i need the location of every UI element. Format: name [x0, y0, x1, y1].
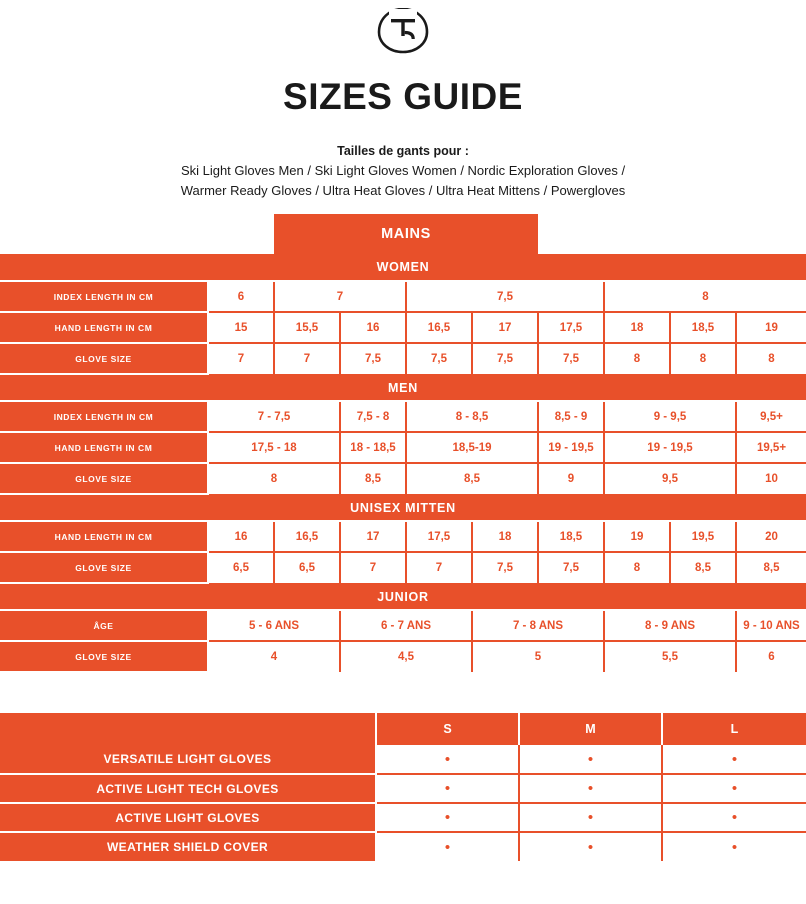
cell: 17,5	[538, 312, 604, 343]
availability-dot: •	[376, 803, 519, 832]
row-label: GLOVE SIZE	[0, 463, 208, 494]
cell: 18,5	[670, 312, 736, 343]
availability-dot: •	[662, 745, 806, 774]
cell: 17	[340, 521, 406, 552]
cell: 5	[472, 641, 604, 672]
cell: 7,5	[538, 552, 604, 583]
subtitle-strong: Tailles de gants pour :	[337, 144, 469, 158]
table-row	[0, 610, 806, 641]
cell: 7,5 - 8	[340, 401, 406, 432]
therm-ic-logo-icon	[376, 8, 430, 54]
page-title: SIZES GUIDE	[283, 76, 523, 117]
table-row	[0, 432, 806, 463]
cell: 8	[670, 343, 736, 374]
cell: 17,5 - 18	[208, 432, 340, 463]
cell: 9 - 9,5	[604, 401, 736, 432]
cell: 16,5	[406, 312, 472, 343]
cell: 17	[472, 312, 538, 343]
cell: 5 - 6 ANS	[208, 610, 340, 641]
subtitle-block	[0, 144, 806, 198]
table-row	[0, 401, 806, 432]
subtitle-line-2: Warmer Ready Gloves / Ultra Heat Gloves / Ultra Heat Mittens / Powergloves	[180, 183, 626, 198]
product-label: ACTIVE LIGHT TECH GLOVES	[0, 774, 376, 803]
cell: 18 - 18,5	[340, 432, 406, 463]
availability-dot: •	[662, 832, 806, 861]
row-label: INDEX LENGTH IN CM	[0, 401, 208, 432]
cell: 18,5-19	[406, 432, 538, 463]
products-size-table	[0, 713, 806, 861]
table-row	[0, 312, 806, 343]
group-header-unisex-mitten	[0, 494, 806, 521]
table-row	[0, 803, 806, 832]
cell: 18,5	[538, 521, 604, 552]
cell: 19 - 19,5	[538, 432, 604, 463]
table-row	[0, 343, 806, 374]
cell: 7,5	[538, 343, 604, 374]
cell: 19,5+	[736, 432, 806, 463]
cell: 8 - 9 ANS	[604, 610, 736, 641]
column-header-m: M	[519, 713, 662, 745]
cell: 9,5+	[736, 401, 806, 432]
availability-dot: •	[519, 774, 662, 803]
row-label: ÂGE	[0, 610, 208, 641]
product-label: VERSATILE LIGHT GLOVES	[0, 745, 376, 774]
table-row	[0, 745, 806, 774]
cell: 6,5	[274, 552, 340, 583]
cell: 20	[736, 521, 806, 552]
subtitle-line-1: Ski Light Gloves Men / Ski Light Gloves Women / Nordic Exploration Gloves /	[180, 163, 626, 178]
cell: 7,5	[406, 281, 604, 312]
cell: 6,5	[208, 552, 274, 583]
cell: 8,5	[340, 463, 406, 494]
column-header-s: S	[376, 713, 519, 745]
product-label: ACTIVE LIGHT GLOVES	[0, 803, 376, 832]
cell: 7	[208, 343, 274, 374]
cell: 15	[208, 312, 274, 343]
group-header-unisex-mitten-label: UNISEX MITTEN	[0, 494, 806, 521]
availability-dot: •	[376, 832, 519, 861]
cell: 9,5	[604, 463, 736, 494]
cell: 8 - 8,5	[406, 401, 538, 432]
cell: 8,5	[406, 463, 538, 494]
row-label: GLOVE SIZE	[0, 343, 208, 374]
cell: 10	[736, 463, 806, 494]
table-row	[0, 832, 806, 861]
group-header-men-label: MEN	[0, 374, 806, 401]
hands-size-table	[0, 198, 806, 673]
cell: 6	[208, 281, 274, 312]
brand-logo	[0, 0, 806, 54]
cell: 7,5	[406, 343, 472, 374]
cell: 6	[736, 641, 806, 672]
bottom-spacer	[0, 861, 806, 873]
table-row	[0, 521, 806, 552]
table-row	[0, 281, 806, 312]
mains-banner-row	[0, 214, 806, 254]
cell: 7,5	[472, 552, 538, 583]
row-label: HAND LENGTH IN CM	[0, 432, 208, 463]
cell: 16	[340, 312, 406, 343]
cell: 8	[604, 281, 806, 312]
group-header-women	[0, 254, 806, 281]
availability-dot: •	[662, 803, 806, 832]
cell: 7,5	[472, 343, 538, 374]
table-row	[0, 641, 806, 672]
cell: 9 - 10 ANS	[736, 610, 806, 641]
cell: 18	[472, 521, 538, 552]
availability-dot: •	[519, 832, 662, 861]
group-header-junior	[0, 583, 806, 610]
cell: 7	[340, 552, 406, 583]
group-header-men	[0, 374, 806, 401]
cell: 7 - 8 ANS	[472, 610, 604, 641]
cell: 15,5	[274, 312, 340, 343]
column-header-l: L	[662, 713, 806, 745]
cell: 7	[274, 343, 340, 374]
cell: 7	[406, 552, 472, 583]
cell: 8,5	[736, 552, 806, 583]
row-label: INDEX LENGTH IN CM	[0, 281, 208, 312]
availability-dot: •	[519, 745, 662, 774]
cell: 7 - 7,5	[208, 401, 340, 432]
availability-dot: •	[662, 774, 806, 803]
row-label: GLOVE SIZE	[0, 641, 208, 672]
table-row	[0, 774, 806, 803]
row-label: HAND LENGTH IN CM	[0, 521, 208, 552]
cell: 18	[604, 312, 670, 343]
availability-dot: •	[376, 745, 519, 774]
cell: 8	[208, 463, 340, 494]
cell: 8,5 - 9	[538, 401, 604, 432]
group-header-women-label: WOMEN	[0, 254, 806, 281]
cell: 8	[736, 343, 806, 374]
table-row	[0, 552, 806, 583]
cell: 9	[538, 463, 604, 494]
availability-dot: •	[376, 774, 519, 803]
availability-dot: •	[519, 803, 662, 832]
cell: 19 - 19,5	[604, 432, 736, 463]
product-label: WEATHER SHIELD COVER	[0, 832, 376, 861]
cell: 16	[208, 521, 274, 552]
cell: 7,5	[340, 343, 406, 374]
group-header-junior-label: JUNIOR	[0, 583, 806, 610]
cell: 4,5	[340, 641, 472, 672]
table-row	[0, 463, 806, 494]
row-label: GLOVE SIZE	[0, 552, 208, 583]
cell: 16,5	[274, 521, 340, 552]
cell: 17,5	[406, 521, 472, 552]
cell: 7	[274, 281, 406, 312]
cell: 8	[604, 552, 670, 583]
cell: 6 - 7 ANS	[340, 610, 472, 641]
cell: 4	[208, 641, 340, 672]
cell: 19	[604, 521, 670, 552]
cell: 19,5	[670, 521, 736, 552]
cell: 5,5	[604, 641, 736, 672]
cell: 19	[736, 312, 806, 343]
cell: 8	[604, 343, 670, 374]
cell: 8,5	[670, 552, 736, 583]
products-header-empty	[0, 713, 376, 745]
products-header-row	[0, 713, 806, 745]
mains-banner: MAINS	[274, 214, 538, 254]
row-label: HAND LENGTH IN CM	[0, 312, 208, 343]
